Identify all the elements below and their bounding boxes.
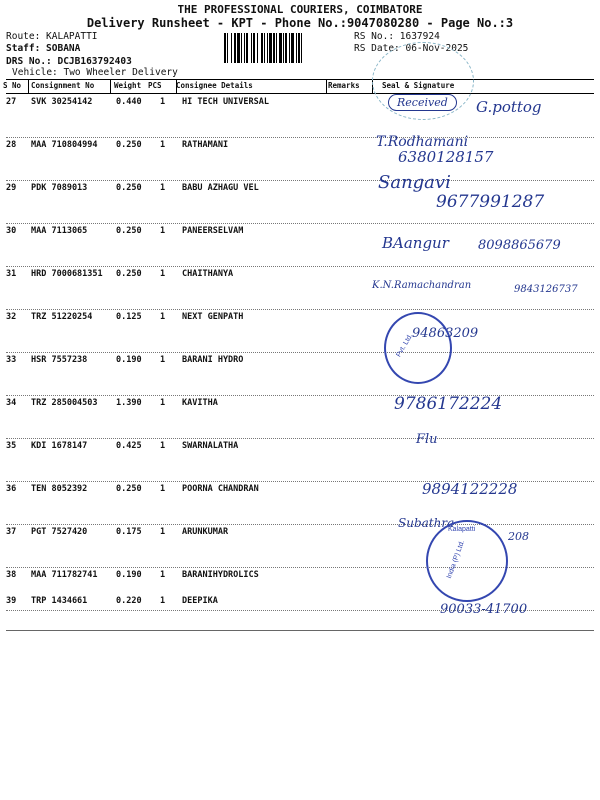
row-sno: 31 (6, 269, 17, 279)
row-consignment-no: TRP 1434661 (31, 596, 88, 606)
row-consignment-no: HRD 7000681351 (31, 269, 103, 279)
row-weight: 1.390 (116, 398, 142, 408)
row-sno: 37 (6, 527, 17, 537)
route-label: Route: KALAPATTI (6, 31, 98, 42)
signature-30-name: BAangur (382, 234, 449, 252)
signature-28-phone: 6380128157 (398, 148, 494, 166)
barcode-bar (227, 33, 228, 63)
row-weight: 0.125 (116, 312, 142, 322)
signature-34-phone: 9786172224 (394, 394, 503, 414)
table-row (6, 266, 594, 310)
kalapatti-seal-text: Kalapatti (448, 526, 476, 533)
row-weight: 0.220 (116, 596, 142, 606)
row-pcs: 1 (160, 269, 166, 279)
rs-number: RS No.: 1637924 (354, 31, 440, 42)
row-consignment-no: PDK 7089013 (31, 183, 88, 193)
barcode-bar (244, 33, 245, 63)
table-row (6, 137, 594, 181)
signature-29-name: Sangavi (378, 172, 451, 193)
row-weight: 0.250 (116, 226, 142, 236)
row-pcs: 1 (160, 570, 166, 580)
row-weight: 0.190 (116, 355, 142, 365)
row-pcs: 1 (160, 226, 166, 236)
row-consignment-no: TRZ 285004503 (31, 398, 98, 408)
row-consignee: HI TECH UNIVERSAL (182, 97, 269, 107)
row-sno: 27 (6, 97, 17, 107)
signature-35-mark: Flu (416, 432, 438, 447)
row-weight: 0.175 (116, 527, 142, 537)
row-sno: 29 (6, 183, 17, 193)
col-header-weight: Weight (114, 81, 142, 90)
row-sno: 38 (6, 570, 17, 580)
barcode-bar (285, 33, 287, 63)
row-pcs: 1 (160, 312, 166, 322)
row-sno: 34 (6, 398, 17, 408)
signature-29-phone: 9677991287 (436, 192, 545, 212)
barcode-bar (283, 33, 284, 63)
seal-text: Pvt. Ltd. (395, 332, 415, 359)
row-consignment-no: TEN 8052392 (31, 484, 88, 494)
row-weight: 0.190 (116, 570, 142, 580)
barcode-bar (279, 33, 282, 63)
row-weight: 0.250 (116, 140, 142, 150)
row-consignee: CHAITHANYA (182, 269, 234, 279)
barcode-bar (264, 33, 265, 63)
barcode-bar (231, 33, 232, 63)
col-header-pcs: PCS (148, 81, 162, 90)
signature-31-phone: 9843126737 (514, 284, 578, 295)
col-header-sno: S No (3, 81, 22, 90)
row-consignee: DEEPIKA (182, 596, 218, 606)
row-consignee: SWARNALATHA (182, 441, 239, 451)
row-consignment-no: SVK 30254142 (31, 97, 93, 107)
row-consignee: RATHAMANI (182, 140, 229, 150)
barcode-bar (246, 33, 248, 63)
table-row (6, 395, 594, 439)
row-weight: 0.425 (116, 441, 142, 451)
row-sno: 35 (6, 441, 17, 451)
row-consignment-no: PGT 7527420 (31, 527, 88, 537)
col-header-seal: Seal & Signature (382, 81, 455, 90)
barcode-bar (273, 33, 275, 63)
col-header-consignment: Consignment No (31, 81, 95, 90)
barcode (224, 33, 350, 63)
row-consignee: BARANI HYDRO (182, 355, 244, 365)
row-consignee: POORNA CHANDRAN (182, 484, 259, 494)
row-weight: 0.250 (116, 183, 142, 193)
table-row (6, 309, 594, 353)
signature-37-name: Subathra (398, 516, 455, 530)
barcode-bar (251, 33, 252, 63)
row-consignment-no: MAA 7113065 (31, 226, 88, 236)
signature-36-phone: 9894122228 (422, 480, 518, 498)
row-sno: 36 (6, 484, 17, 494)
barcode-bar (296, 33, 297, 63)
staff-label: Staff: SOBANA (6, 43, 81, 54)
company-title: THE PROFESSIONAL COURIERS, COIMBATORE (177, 3, 423, 16)
signature-31-name: K.N.Ramachandran (372, 280, 472, 291)
row-sno: 32 (6, 312, 17, 322)
row-consignee: KAVITHA (182, 398, 218, 408)
row-consignment-no: MAA 710804994 (31, 140, 98, 150)
runsheet-title: Delivery Runsheet - KPT - Phone No.:9047080280 - Page No.:3 (86, 16, 514, 30)
barcode-bar (241, 33, 242, 63)
barcode-bar (257, 33, 258, 63)
row-weight: 0.250 (116, 484, 142, 494)
barcode-bar (301, 33, 302, 63)
signature-30-phone: 8098865679 (478, 238, 561, 253)
row-pcs: 1 (160, 97, 166, 107)
barcode-bar (291, 33, 294, 63)
barcode-bar (253, 33, 255, 63)
row-sno: 39 (6, 596, 17, 606)
barcode-bar (289, 33, 290, 63)
company-seal-text: India (P) Ltd. (445, 539, 467, 580)
barcode-bar (224, 33, 226, 63)
row-weight: 0.440 (116, 97, 142, 107)
row-consignee: BARANIHYDROLICS (182, 570, 259, 580)
row-consignee: ARUNKUMAR (182, 527, 229, 537)
barcode-bar (234, 33, 236, 63)
row-pcs: 1 (160, 140, 166, 150)
col-divider (110, 79, 111, 93)
signature-33-phone: 94863209 (412, 326, 479, 341)
row-consignment-no: HSR 7557238 (31, 355, 88, 365)
row-pcs: 1 (160, 484, 166, 494)
signature-28-name: T.Rodhamani (376, 134, 469, 150)
row-pcs: 1 (160, 527, 166, 537)
received-stamp: Received (388, 94, 457, 111)
row-pcs: 1 (160, 596, 166, 606)
row-consignment-no: KDI 1678147 (31, 441, 88, 451)
barcode-bar (298, 33, 300, 63)
signature-39-phone: 90033-41700 (440, 602, 528, 617)
barcode-bar (269, 33, 272, 63)
row-pcs: 1 (160, 398, 166, 408)
row-sno: 28 (6, 140, 17, 150)
table-row (6, 438, 594, 482)
row-pcs: 1 (160, 183, 166, 193)
barcode-bar (267, 33, 268, 63)
row-sno: 30 (6, 226, 17, 236)
col-header-remarks: Remarks (328, 81, 360, 90)
vehicle-label: Vehicle: Two Wheeler Delivery (12, 67, 178, 78)
table-top-rule (6, 79, 594, 80)
table-row (6, 352, 594, 396)
signature-37-number: 208 (508, 530, 529, 543)
row-weight: 0.250 (116, 269, 142, 279)
row-consignment-no: TRZ 51220254 (31, 312, 93, 322)
row-sno: 33 (6, 355, 17, 365)
row-consignment-no: MAA 711782741 (31, 570, 98, 580)
col-divider (28, 79, 29, 93)
barcode-bar (276, 33, 277, 63)
row-consignee: NEXT GENPATH (182, 312, 244, 322)
row-consignee: PANEERSELVAM (182, 226, 244, 236)
row-pcs: 1 (160, 441, 166, 451)
drs-number: DRS No.: DCJB163792403 (6, 56, 132, 67)
company-seal-stamp (384, 312, 452, 384)
barcode-bar (261, 33, 263, 63)
col-header-consignee: Consignee Details (176, 81, 253, 90)
signature-27: G.pottog (476, 98, 542, 116)
rs-date: RS Date: 06-Nov-2025 (354, 43, 469, 54)
barcode-bar (237, 33, 240, 63)
row-pcs: 1 (160, 355, 166, 365)
row-consignee: BABU AZHAGU VEL (182, 183, 259, 193)
col-divider (326, 79, 327, 93)
